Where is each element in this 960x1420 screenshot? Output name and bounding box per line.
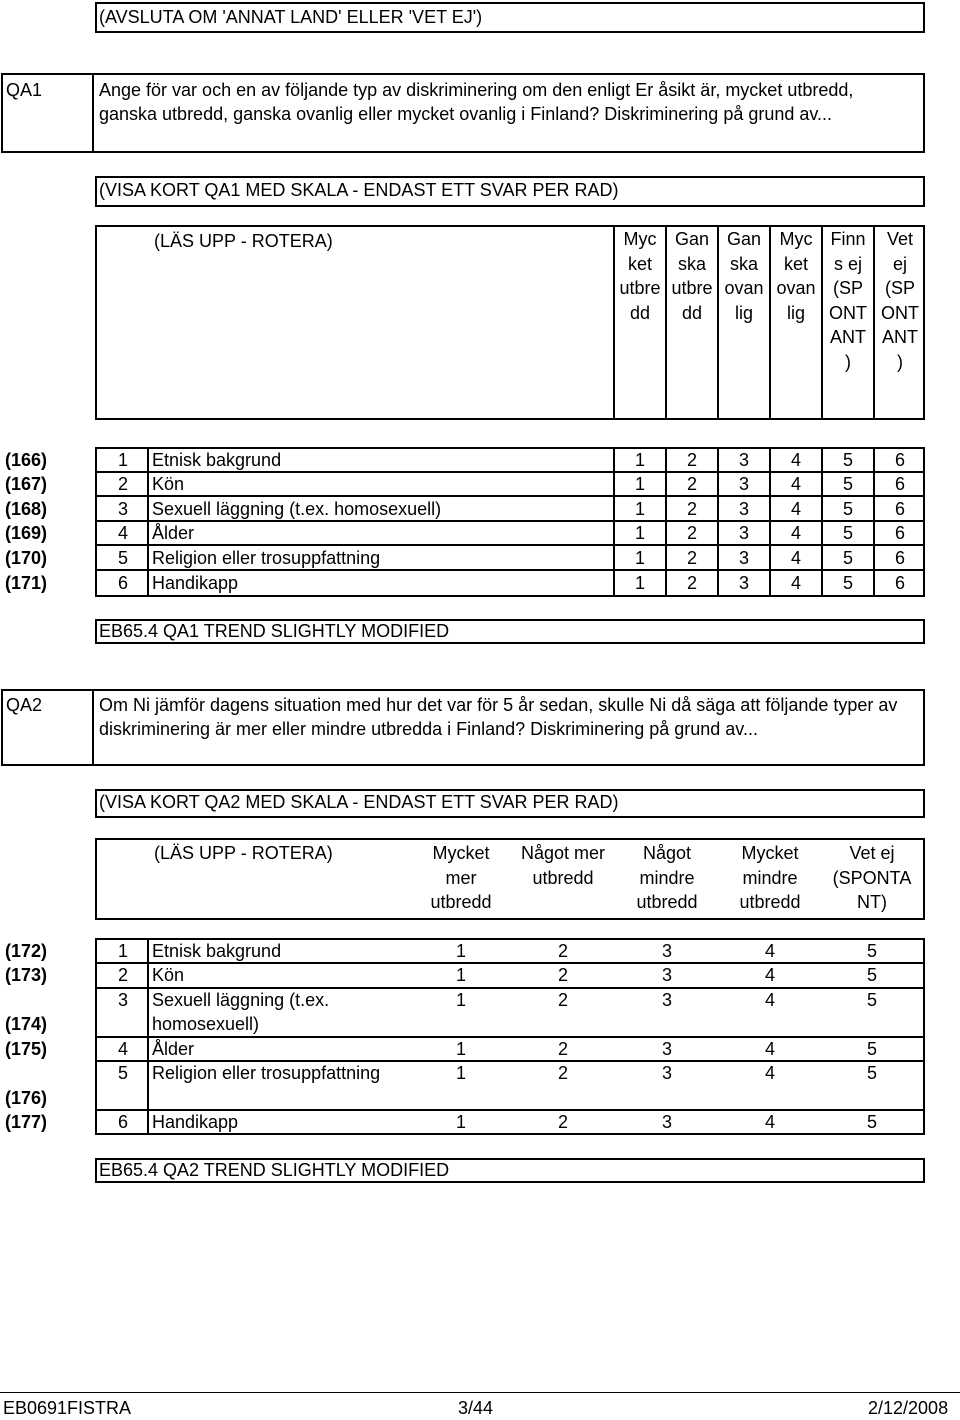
qa2-option[interactable]: 2 (557, 941, 568, 961)
qa1-option[interactable]: 4 (790, 523, 801, 543)
qa2-option[interactable]: 4 (764, 990, 775, 1010)
qa2-option[interactable]: 5 (866, 1063, 877, 1083)
qa2-row-num: 2 (118, 965, 129, 985)
qa1-option[interactable]: 6 (894, 474, 905, 494)
qa1-row-code: (167) (5, 474, 48, 494)
qa1-row-code: (166) (5, 450, 48, 470)
qa1-option[interactable]: 3 (738, 474, 749, 494)
qa1-row-code: (168) (5, 499, 48, 519)
qa1-option[interactable]: 2 (686, 450, 697, 470)
qa2-col-header: Mycket mindre utbredd (739, 843, 801, 912)
qa1-option[interactable]: 6 (894, 450, 905, 470)
qa1-option[interactable]: 3 (738, 573, 749, 593)
qa2-option[interactable]: 1 (455, 941, 466, 961)
qa1-option[interactable]: 5 (842, 548, 853, 568)
qa1-col-header: Finn s ej (SP ONT ANT ) (829, 229, 867, 372)
qa2-option[interactable]: 2 (557, 990, 568, 1010)
qa2-option[interactable]: 4 (764, 1112, 775, 1132)
qa1-option[interactable]: 3 (738, 523, 749, 543)
qa1-option[interactable]: 5 (842, 474, 853, 494)
qa1-option[interactable]: 2 (686, 548, 697, 568)
top-note: (AVSLUTA OM 'ANNAT LAND' ELLER 'VET EJ') (99, 7, 483, 27)
qa1-option[interactable]: 2 (686, 573, 697, 593)
qa2-row-label: Sexuell läggning (t.ex. homosexuell) (152, 990, 330, 1034)
qa2-row-code: (172) (5, 941, 48, 961)
qa1-option[interactable]: 2 (686, 523, 697, 543)
qa2-trend: EB65.4 QA2 TREND SLIGHTLY MODIFIED (99, 1160, 450, 1180)
qa1-code: QA1 (6, 80, 43, 100)
qa2-option[interactable]: 3 (661, 1112, 672, 1132)
qa1-option[interactable]: 5 (842, 450, 853, 470)
qa1-row-num: 6 (118, 573, 129, 593)
qa1-option[interactable]: 5 (842, 573, 853, 593)
qa1-divider (92, 73, 94, 153)
qa2-col-header: Mycket mer utbredd (430, 843, 492, 912)
qa2-row-num: 3 (118, 990, 129, 1010)
qa2-row-code: (175) (5, 1039, 48, 1059)
qa1-row-label: Etnisk bakgrund (152, 450, 282, 470)
qa2-instruction: (VISA KORT QA2 MED SKALA - ENDAST ETT SVAR PER RAD) (99, 792, 619, 812)
qa1-row-num: 1 (118, 450, 129, 470)
qa2-option[interactable]: 2 (557, 1112, 568, 1132)
qa2-option[interactable]: 2 (557, 1039, 568, 1059)
qa2-option[interactable]: 4 (764, 965, 775, 985)
qa1-col-header: Vet ej (SP ONT ANT ) (881, 229, 919, 372)
qa1-read-instruction: (LÄS UPP - ROTERA) (154, 231, 333, 251)
qa2-option[interactable]: 2 (557, 1063, 568, 1083)
footer-date: 2/12/2008 (868, 1398, 949, 1418)
qa1-option[interactable]: 5 (842, 523, 853, 543)
qa1-option[interactable]: 2 (686, 474, 697, 494)
qa1-option[interactable]: 6 (894, 523, 905, 543)
qa2-question: Om Ni jämför dagens situation med hur det var för 5 år sedan, skulle Ni då säga att följande typer av diskriminering är mer eller mindre utbredda i Finland? Diskriminering på grund av... (99, 695, 898, 739)
qa1-option[interactable]: 4 (790, 499, 801, 519)
qa2-option[interactable]: 3 (661, 941, 672, 961)
qa2-option[interactable]: 1 (455, 965, 466, 985)
qa1-question: Ange för var och en av följande typ av diskriminering om den enligt Er åsikt är, mycket utbredd, ganska utbredd, ganska ovanlig eller mycket ovanlig i Finland? Diskriminering på grund av... (99, 80, 854, 124)
qa1-trend: EB65.4 QA1 TREND SLIGHTLY MODIFIED (99, 621, 450, 641)
qa2-option[interactable]: 4 (764, 941, 775, 961)
qa1-option[interactable]: 1 (634, 523, 645, 543)
qa1-row-num: 2 (118, 474, 129, 494)
qa2-read-instruction: (LÄS UPP - ROTERA) (154, 843, 333, 863)
qa1-option[interactable]: 4 (790, 548, 801, 568)
qa2-option[interactable]: 5 (866, 965, 877, 985)
qa2-row-num: 6 (118, 1112, 129, 1132)
qa2-option[interactable]: 5 (866, 1039, 877, 1059)
qa1-option[interactable]: 6 (894, 499, 905, 519)
qa2-option[interactable]: 1 (455, 1112, 466, 1132)
qa1-option[interactable]: 4 (790, 474, 801, 494)
footer-page: 3/44 (458, 1398, 494, 1418)
qa2-option[interactable]: 3 (661, 990, 672, 1010)
qa2-row-label: Kön (152, 965, 185, 985)
qa2-option[interactable]: 1 (455, 990, 466, 1010)
qa2-option[interactable]: 4 (764, 1063, 775, 1083)
qa2-row-num: 1 (118, 941, 129, 961)
qa1-option[interactable]: 1 (634, 573, 645, 593)
qa1-option[interactable]: 5 (842, 499, 853, 519)
qa2-option[interactable]: 3 (661, 1039, 672, 1059)
qa1-option[interactable]: 1 (634, 474, 645, 494)
qa1-option[interactable]: 1 (634, 499, 645, 519)
qa1-row-num: 4 (118, 523, 129, 543)
qa1-row-code: (169) (5, 523, 48, 543)
qa2-option[interactable]: 4 (764, 1039, 775, 1059)
qa1-row-label: Kön (152, 474, 185, 494)
qa1-row-code: (170) (5, 548, 48, 568)
qa1-option[interactable]: 4 (790, 573, 801, 593)
qa1-col-header: Myc ket ovan lig (776, 229, 816, 323)
qa2-divider (92, 689, 94, 766)
qa2-option[interactable]: 5 (866, 990, 877, 1010)
qa1-option[interactable]: 1 (634, 450, 645, 470)
qa1-option[interactable]: 6 (894, 573, 905, 593)
qa2-option[interactable]: 5 (866, 941, 877, 961)
qa1-option[interactable]: 6 (894, 548, 905, 568)
qa1-grid-line (147, 447, 149, 597)
qa1-col-header: Myc ket utbre dd (619, 229, 661, 323)
qa1-option[interactable]: 1 (634, 548, 645, 568)
qa2-code: QA2 (6, 695, 43, 715)
qa2-option[interactable]: 1 (455, 1039, 466, 1059)
qa1-col-header: Gan ska ovan lig (724, 229, 764, 323)
qa2-row-num: 4 (118, 1039, 129, 1059)
qa2-col-header: Något mer utbredd (520, 843, 606, 888)
qa2-row-code: (173) (5, 965, 48, 985)
qa2-option[interactable]: 3 (661, 965, 672, 985)
qa1-option[interactable]: 3 (738, 450, 749, 470)
qa2-row-code: (176) (5, 1088, 48, 1108)
qa1-option[interactable]: 2 (686, 499, 697, 519)
qa1-row-label: Religion eller trosuppfattning (152, 548, 381, 568)
qa1-option[interactable]: 3 (738, 499, 749, 519)
qa2-option[interactable]: 2 (557, 965, 568, 985)
qa1-row-label: Sexuell läggning (t.ex. homosexuell) (152, 499, 442, 519)
qa2-col-header: Något mindre utbredd (636, 843, 698, 912)
qa1-option[interactable]: 3 (738, 548, 749, 568)
qa1-option[interactable]: 4 (790, 450, 801, 470)
qa2-row-label: Religion eller trosuppfattning (152, 1063, 381, 1083)
footer-doc-id: EB0691FISTRA (3, 1398, 132, 1418)
qa1-row-label: Handikapp (152, 573, 239, 593)
qa2-option[interactable]: 5 (866, 1112, 877, 1132)
qa1-col-header: Gan ska utbre dd (671, 229, 713, 323)
footer-rule (0, 1392, 960, 1393)
qa2-row-code: (177) (5, 1112, 48, 1132)
qa1-row-label: Ålder (152, 523, 195, 543)
qa2-row-label: Ålder (152, 1039, 195, 1059)
qa2-option[interactable]: 3 (661, 1063, 672, 1083)
qa1-instruction: (VISA KORT QA1 MED SKALA - ENDAST ETT SVAR PER RAD) (99, 180, 619, 200)
qa2-col-header: Vet ej (SPONTA NT) (832, 843, 912, 912)
qa2-option[interactable]: 1 (455, 1063, 466, 1083)
qa1-row-code: (171) (5, 573, 48, 593)
qa1-row-num: 5 (118, 548, 129, 568)
qa2-row-label: Etnisk bakgrund (152, 941, 282, 961)
qa2-row-code: (174) (5, 1014, 48, 1034)
qa1-row-num: 3 (118, 499, 129, 519)
qa2-row-num: 5 (118, 1063, 129, 1083)
qa2-row-label: Handikapp (152, 1112, 239, 1132)
